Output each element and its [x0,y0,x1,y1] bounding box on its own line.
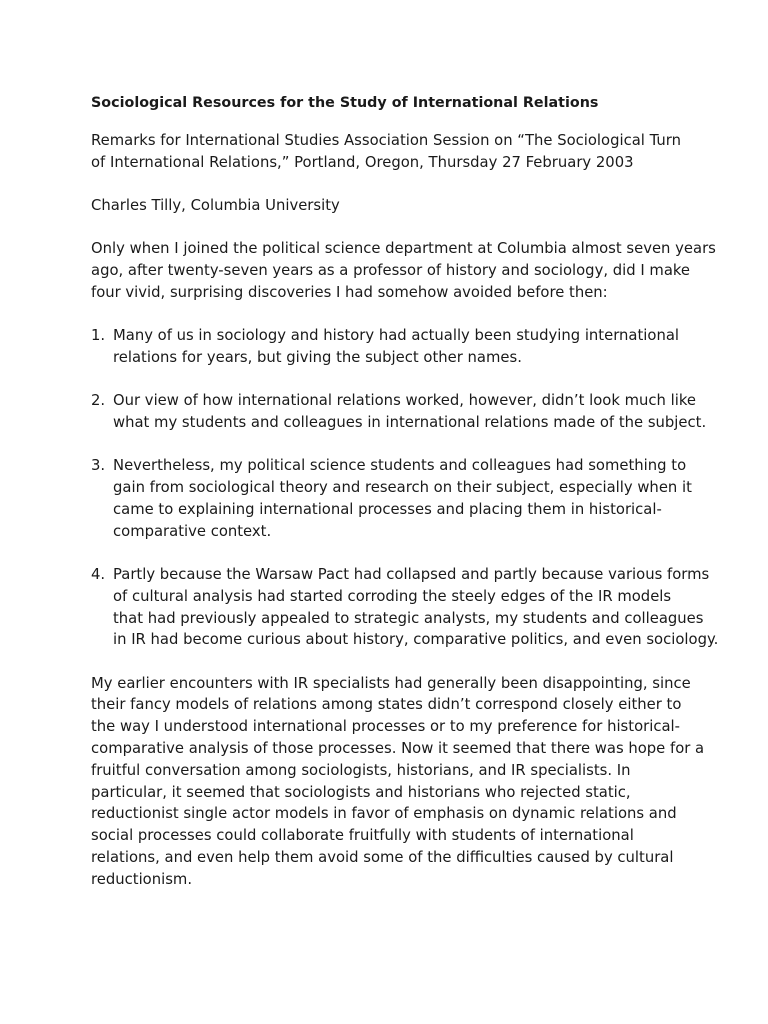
paragraph-line: relations, and even help them avoid some of the difficulties caused by cultural [91,849,674,867]
session-subtitle [91,130,680,174]
paragraph-line: four vivid, surprising discoveries I had somehow avoided before then: [91,283,608,301]
list-item-line: comparative context. [113,522,272,540]
list-item-line: Many of us in sociology and history had actually been studying international [113,327,680,345]
list-item-number: 4. [91,565,106,583]
list-item-line: of cultural analysis had started corroding the steely edges of the IR models [113,587,672,605]
list-item-line: came to explaining international processes and placing them in historical- [113,500,662,518]
list-item [91,390,707,434]
subtitle-line: of International Relations,” Portland, Oregon, Thursday 27 February 2003 [91,153,634,171]
intro-paragraph [91,238,716,303]
list-item [91,564,719,651]
document-title: Sociological Resources for the Study of International Relations [91,95,599,111]
author-line: Charles Tilly, Columbia University [91,196,340,214]
subtitle-line: Remarks for International Studies Association Session on “The Sociological Turn [91,131,681,149]
list-item-line: Partly because the Warsaw Pact had collapsed and partly because various forms [113,565,710,583]
list-item-number: 2. [91,392,106,410]
list-item-line: that had previously appealed to strategic analysts, my students and colleagues [113,609,704,627]
list-item [91,455,692,542]
list-item-line: gain from sociological theory and research on their subject, especially when it [113,479,692,497]
paragraph-line: reductionism. [91,870,193,888]
list-item-number: 3. [91,457,106,475]
paragraph-line: reductionist single actor models in favor of emphasis on dynamic relations and [91,805,677,823]
closing-paragraph [91,673,705,891]
list-item-line: in IR had become curious about history, comparative politics, and even sociology. [113,631,719,649]
paragraph-line: their fancy models of relations among states didn’t correspond closely either to [91,696,682,714]
paragraph-line: My earlier encounters with IR specialists had generally been disappointing, since [91,674,691,692]
list-item-line: Our view of how international relations worked, however, didn’t look much like [113,392,696,410]
list-item-number: 1. [91,327,106,345]
paragraph-line: social processes could collaborate fruitfully with students of international [91,827,634,845]
list-item-line: Nevertheless, my political science students and colleagues had something to [113,457,687,475]
paragraph-line: comparative analysis of those processes. Now it seemed that there was hope for a [91,740,705,758]
list-item-line: relations for years, but giving the subject other names. [113,348,522,366]
paragraph-line: ago, after twenty-seven years as a professor of history and sociology, did I make [91,261,691,279]
list-item-line: what my students and colleagues in international relations made of the subject. [113,413,707,431]
paragraph-line: Only when I joined the political science department at Columbia almost seven years [91,240,716,258]
discoveries-list [91,325,719,651]
paragraph-line: fruitful conversation among sociologists, historians, and IR specialists. In [91,761,631,779]
list-item [91,325,680,369]
paragraph-line: the way I understood international processes or to my preference for historical- [91,718,680,736]
paragraph-line: particular, it seemed that sociologists and historians who rejected static, [91,783,631,801]
